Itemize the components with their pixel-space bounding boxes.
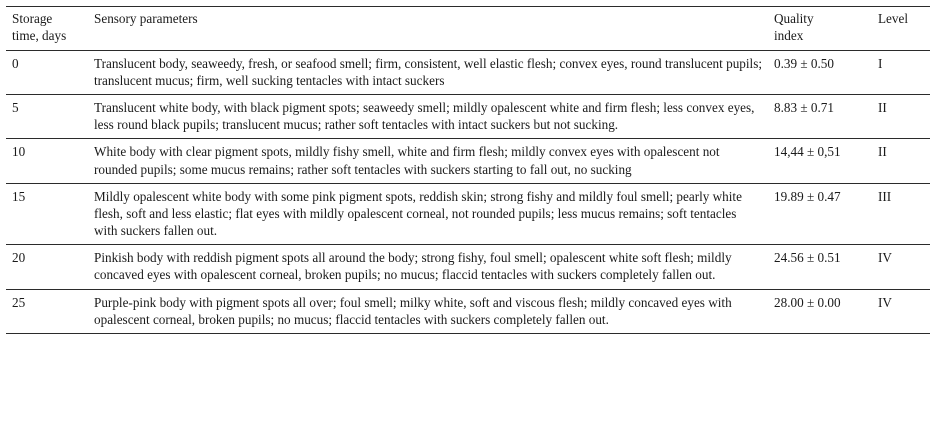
cell-storage-time: 5 xyxy=(6,95,88,139)
cell-sensory-parameters: Purple-pink body with pigment spots all over; foul smell; milky white, soft and viscous flesh; mildly concaved eyes with opalescent corneal, broken pupils; no mucus; flaccid tentacles with suckers completely fallen out. xyxy=(88,289,768,333)
cell-level: IV xyxy=(872,245,930,289)
table-row xyxy=(6,245,930,289)
cell-level: I xyxy=(872,50,930,94)
cell-level: IV xyxy=(872,289,930,333)
quality-index-table xyxy=(6,6,930,334)
table-row xyxy=(6,183,930,244)
cell-quality-index: 14,44 ± 0,51 xyxy=(768,139,872,183)
cell-storage-time: 0 xyxy=(6,50,88,94)
cell-quality-index: 28.00 ± 0.00 xyxy=(768,289,872,333)
column-header-quality-index-line1: Quality xyxy=(774,11,814,26)
table-row xyxy=(6,50,930,94)
cell-sensory-parameters: Pinkish body with reddish pigment spots all around the body; strong fishy, foul smell; opalescent white soft flesh; mildly concaved eyes with opalescent corneal, broken pupils; no mucus; flaccid tentacles with suckers completely fallen out. xyxy=(88,245,768,289)
cell-level: II xyxy=(872,139,930,183)
column-header-storage-time xyxy=(6,7,88,51)
cell-storage-time: 25 xyxy=(6,289,88,333)
table-row xyxy=(6,289,930,333)
column-header-storage-time-line1: Storage xyxy=(12,11,53,26)
cell-level: II xyxy=(872,95,930,139)
cell-sensory-parameters: Translucent body, seaweedy, fresh, or seafood smell; firm, consistent, well elastic flesh; convex eyes, round translucent pupils; translucent mucus; firm, well sucking tentacles with intact suckers xyxy=(88,50,768,94)
cell-quality-index: 0.39 ± 0.50 xyxy=(768,50,872,94)
table-row xyxy=(6,95,930,139)
table-row xyxy=(6,139,930,183)
column-header-sensory-parameters: Sensory parameters xyxy=(88,7,768,51)
table-body xyxy=(6,50,930,333)
cell-quality-index: 24.56 ± 0.51 xyxy=(768,245,872,289)
cell-sensory-parameters: Mildly opalescent white body with some pink pigment spots, reddish skin; strong fishy and mildly foul smell; pearly white flesh, soft and less elastic; flat eyes with mildly opalescent corneal, not rounded pupils; less mucus remains; soft tentacles with suckers fallen out. xyxy=(88,183,768,244)
table-header xyxy=(6,7,930,51)
cell-storage-time: 15 xyxy=(6,183,88,244)
column-header-quality-index xyxy=(768,7,872,51)
cell-sensory-parameters: Translucent white body, with black pigment spots; seaweedy smell; mildly opalescent white and firm flesh; less convex eyes, less round black pupils; translucent mucus; rather soft tentacles with intact suckers but not sucking. xyxy=(88,95,768,139)
cell-storage-time: 20 xyxy=(6,245,88,289)
table-header-row xyxy=(6,7,930,51)
cell-level: III xyxy=(872,183,930,244)
document-page xyxy=(0,6,936,435)
cell-quality-index: 8.83 ± 0.71 xyxy=(768,95,872,139)
column-header-quality-index-line2: index xyxy=(774,27,804,43)
cell-quality-index: 19.89 ± 0.47 xyxy=(768,183,872,244)
column-header-level: Level xyxy=(872,7,930,51)
column-header-storage-time-line2: time, days xyxy=(12,27,67,43)
cell-storage-time: 10 xyxy=(6,139,88,183)
cell-sensory-parameters: White body with clear pigment spots, mildly fishy smell, white and firm flesh; mildly convex eyes with opalescent not rounded pupils; some mucus remains; rather soft tentacles with suckers starting to fall out, no sucking xyxy=(88,139,768,183)
